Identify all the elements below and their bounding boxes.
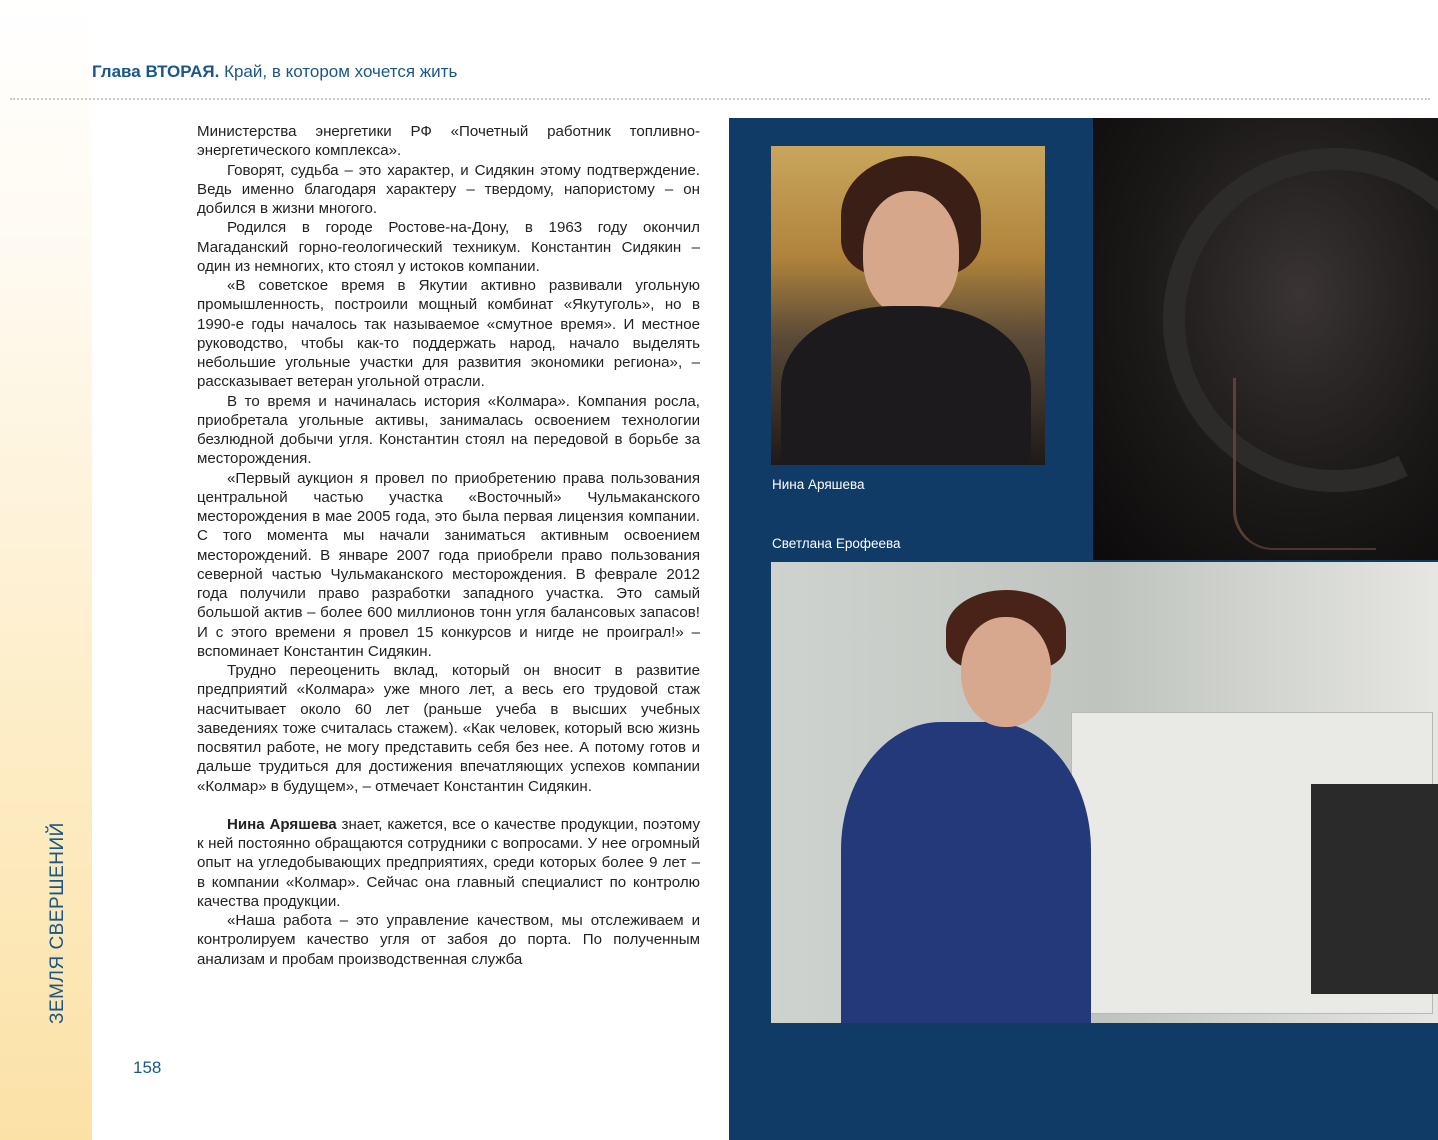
photo-shape [1233, 378, 1376, 550]
chapter-subtitle: Край, в котором хочется жить [224, 62, 458, 81]
photo-shape [863, 191, 959, 316]
nina-paragraph [197, 815, 700, 911]
left-decorative-strip [0, 0, 92, 1140]
equipment-photo [1093, 118, 1438, 560]
sveta-caption: Светлана Ерофеева [772, 536, 901, 551]
photo-shape [1311, 784, 1438, 994]
nina-name-bold: Нина Аряшева [227, 815, 337, 833]
paragraph: Трудно переоценить вклад, который он вносит в развитие предприятий «Колмара» уже много лет, а весь его трудовой стаж насчитывает около 60 лет (раньше учеба в высших учебных заведениях тоже считалась стажем). «Как человек, который всю жизнь посвятил работе, не могу представить себя без нее. А потому готов и дальше трудиться для достижения впечатляющих успехов компании «Колмар» в будущем», – отмечает Константин Сидякин. [197, 662, 700, 795]
photo-shape [781, 306, 1031, 465]
nina-caption: Нина Аряшева [772, 477, 865, 492]
paragraph: Говорят, судьба – это характер, и Сидякин этому подтверждение. Ведь именно благодаря характеру – твердому, напористому – он добился в жизни многого. [197, 161, 700, 217]
sveta-lab-photo [771, 562, 1438, 1023]
photo-shape [841, 722, 1091, 1023]
nina-paragraph-text: знает, кажется, все о качестве продукции, поэтому к ней постоянно обращаются сотрудники с вопросами. У нее огромный опыт на угледобывающих предприятиях, среди которых более 9 лет – в компании «Колмар». Сейчас она главный специалист по контролю качества продукции. [197, 815, 701, 910]
paragraph: «В советское время в Якутии активно развивали угольную промышленность, построили мощный комбинат «Якутуголь», но в 1990-е годы началось так называемое «смутное время». И местное руководство, чтобы как-то поддержать народ, начало выделять небольшие угольные участки для развития экономики региона», – рассказывает ветеран угольной отрасли. [197, 277, 700, 391]
page-number: 158 [133, 1058, 162, 1077]
header-divider [10, 98, 1430, 100]
chapter-header [92, 62, 457, 88]
article-text-column [197, 122, 700, 969]
chapter-label: Глава ВТОРАЯ. [92, 62, 220, 81]
paragraph: «Первый аукцион я провел по приобретению права пользования центральной частью участка «Восточный» Чульмаканского месторождения в мае 2005 года, это была первая лицензия компании. С того момента мы начали заниматься активным освоением месторождений. В январе 2007 года приобрели право пользования северной частью Чульмаканского месторождения. В феврале 2012 года получили право разработки западного участка. Это самый большой актив – более 600 миллионов тонн угля балансовых запасов! И с этого времени я провел 15 конкурсов и нигде не проиграл!» – вспоминает Константин Сидякин. [197, 469, 700, 660]
nina-portrait-photo [771, 146, 1045, 465]
photo-shape [961, 617, 1051, 727]
paragraph: В то время и начиналась история «Колмара». Компания росла, приобретала угольные активы, занималась освоением технологии безлюдной добычи угля. Константин стоял на передовой в борьбе за месторождения. [197, 392, 700, 468]
paragraph: Родился в городе Ростове-на-Дону, в 1963 году окончил Магаданский горно-геологический техникум. Константин Сидякин – один из немногих, кто стоял у истоков компании. [197, 219, 700, 275]
paragraph: Министерства энергетики РФ «Почетный работник топливно-энергетического комплекса». [197, 123, 700, 160]
paragraph: «Наша работа – это управление качеством, мы отслеживаем и контролируем качество угля от забоя до порта. По полученным анализам и пробам производственная служба [197, 912, 700, 968]
side-section-title: ЗЕМЛЯ СВЕРШЕНИЙ [47, 822, 68, 1024]
